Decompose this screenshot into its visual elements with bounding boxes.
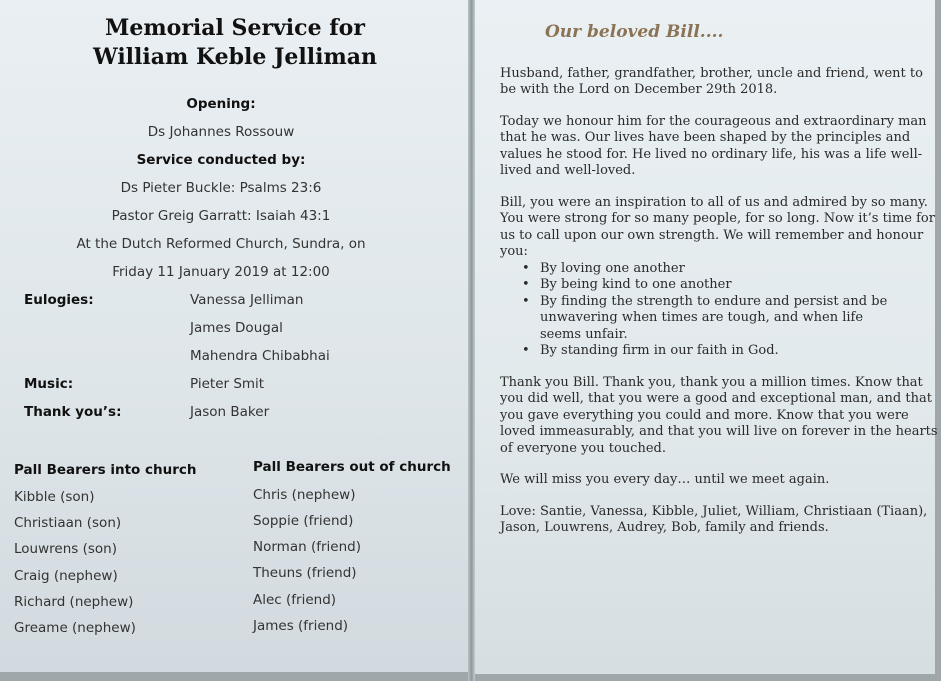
thanks-label: Thank you’s:: [24, 404, 122, 420]
tribute-paragraph-2: Today we honour him for the courageous and extraordinary man that he was. Our lives have been shaped by the principles and values he stood for. He lived no ordinary life, his was a life well-lived and well-loved.: [500, 114, 927, 179]
music-name: Pieter Smit: [190, 376, 265, 392]
eulogy-2: James Dougal: [190, 320, 283, 336]
venue: At the Dutch Reformed Church, Sundra, on: [76, 236, 366, 252]
pall-out-item: Soppie (friend): [253, 513, 354, 529]
pall-out-item: Alec (friend): [253, 592, 337, 608]
bullet-item: • By being kind to one another: [520, 277, 940, 293]
tribute-paragraph-4: Thank you Bill. Thank you, thank you a million times. Know that you did well, that you were a good and exceptional man, and that you gave everything you could and more. Know that you were loved immeasurably, and that you will live on forever in the hearts of everyone you touched.: [500, 375, 938, 456]
service-date: Friday 11 January 2019 at 12:00: [112, 264, 330, 280]
tribute-paragraph-5: We will miss you every day… until we meet again.: [500, 472, 830, 487]
pall-in-label: Pall Bearers into church: [14, 462, 197, 478]
tribute-paragraph-1: Husband, father, grandfather, brother, uncle and friend, went to be with the Lord on December 29th 2018.: [500, 66, 923, 98]
eulogy-3: Mahendra Chibabhai: [190, 348, 330, 364]
eulogies-label: Eulogies:: [24, 292, 94, 308]
conducted-label: Service conducted by:: [136, 152, 306, 168]
conducted-1: Ds Pieter Buckle: Psalms 23:6: [120, 180, 322, 196]
tribute-signoff: Love: Santie, Vanessa, Kibble, Juliet, William, Christiaan (Tiaan), Jason, Louwrens, Audrey, Bob, family and friends.: [500, 504, 928, 536]
bullet-item: • By finding the strength to endure and persist and be unwavering when times are tough, and when life seems unfair.: [520, 294, 940, 343]
title-line-2: William Keble Jelliman: [93, 44, 377, 70]
music-label: Music:: [24, 376, 74, 392]
pall-in-item: Richard (nephew): [14, 594, 134, 610]
tribute-bullet-list: [500, 261, 940, 359]
bullet-item: • By loving one another: [520, 261, 940, 277]
title-line-1: Memorial Service for: [105, 15, 365, 41]
page-fold: [468, 0, 475, 681]
pall-out-item: Theuns (friend): [253, 565, 357, 581]
opening-label: Opening:: [186, 96, 256, 112]
conducted-2: Pastor Greig Garratt: Isaiah 43:1: [111, 208, 331, 224]
bullet-item: • By standing firm in our faith in God.: [520, 343, 940, 359]
thanks-name: Jason Baker: [190, 404, 270, 420]
pall-out-item: Chris (nephew): [253, 487, 356, 503]
tribute-heading: Our beloved Bill....: [545, 22, 724, 42]
pall-out-item: Norman (friend): [253, 539, 361, 555]
eulogy-1: Vanessa Jelliman: [190, 292, 304, 308]
pall-out-item: James (friend): [253, 618, 349, 634]
pall-in-item: Kibble (son): [14, 489, 95, 505]
pall-out-label: Pall Bearers out of church: [253, 459, 451, 475]
pall-in-item: Louwrens (son): [14, 541, 117, 557]
pall-in-item: Greame (nephew): [14, 620, 136, 636]
pall-in-item: Craig (nephew): [14, 568, 118, 584]
tribute-paragraph-3: Bill, you were an inspiration to all of us and admired by so many. You were strong for so many people, for so long. Now it’s time for us to call upon our own strength. We will remember and honour you:: [500, 195, 935, 260]
opening-name: Ds Johannes Rossouw: [147, 124, 295, 140]
pall-in-item: Christiaan (son): [14, 515, 122, 531]
